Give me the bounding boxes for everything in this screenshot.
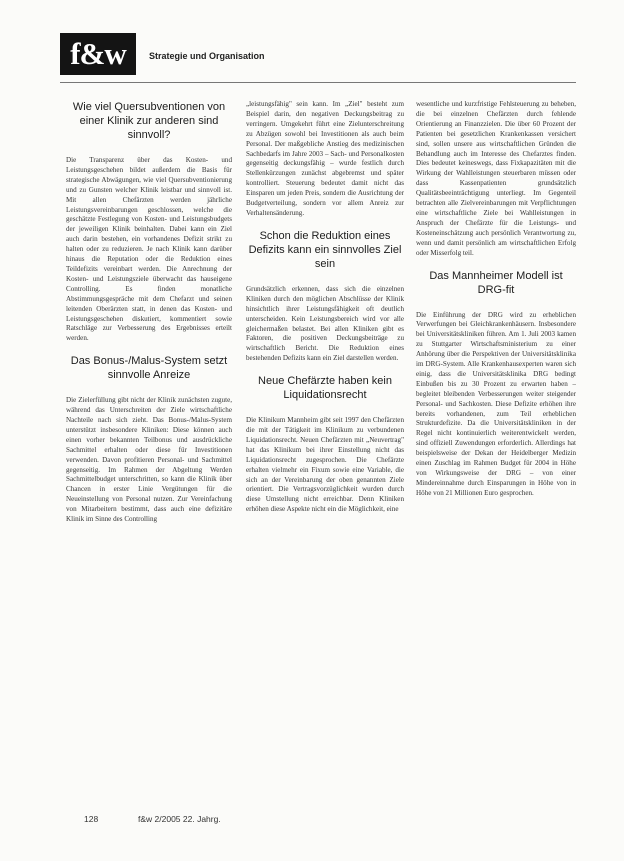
paragraph: Die Zielerfüllung gibt nicht der Klinik zunächsten zugute, während das Unterschreiten der Ziele wirtschaftliche Nachteile nach sich zieht. Das Bonus-/Malus-System unterstützt insbesondere Kliniken: Diese können auch einen vorher bekannten Teilbonus und ausdrückliche Sachmittel erhalten oder diese für Investitionen verwenden. Davon profitieren Personal- und Sachmittel gegenseitig. Im Rahmen der Abgeltung Werden Sachmittelbudget unterschritten, so kann die Klinik über Chancen in erster Linie Vergütungen für die Neueinstellung von Personal nutzen. Zur Vereinfachung von Mitarbeitern bestimmt, dass auch eine defizitäre Klinik im Sinne des Controlling <box>66 396 232 524</box>
heading-bonus-malus: Das Bonus-/Malus-System setzt sinnvolle Anreize <box>70 355 228 382</box>
column-middle <box>246 100 404 822</box>
paragraph: Die Einführung der DRG wird zu erheblichen Verwerfungen bei Gleichkrankenhäusern. Insbesondere bei Universitätskliniken führen. Am 1. Juli 2003 kamen zu Stuttgarter Wirtschaftsministerium zu einer Anhörung über die Perspektiven der Universitätsklinika im DRG-System. Alle Krankenhausexperten waren sich einig, dass die Universitätsklinika DRG bedingt Einbußen bis zu 30 Prozent zu erwarten haben – begleitet bleibenden Verbesserungen weiter steigender Personal- und Sachkosten. Diese Defizite erhöhen ihre bereits vorhandenen, zum Teil erheblichen Strukturdefizite. Da die Universitätskliniken in der Regel nicht kontinuierlich weiterentwickelt werden, sind offiziell Zuwendungen erforderlich. Allerdings hat beispielsweise der Dekan der Heidelberger Medizin einen Zuschlag im Rahmen Budget für 2004 in Höhe von Wirkungsweise der DRG – von einer Mindereinnahme durch Einsparungen in Höhe von in Höhe von 21 Millionen Euro gesprochen. <box>416 310 576 497</box>
heading-quersubventionen: Wie viel Quersubventionen von einer Klinik zur anderen sind sinnvoll? <box>72 101 226 141</box>
paragraph: wesentliche und kurzfristige Fehlsteuerung zu beheben, die bei einzelnen Chefärzten durch fehlende Orientierung an Finanzzielen. Die über 60 Prozent der Patienten bei gesetzlichen Krankenkassen versichert sind, sollen unsere aus wirtschaftlichen Gründen die Behandlung auch im Interesse des Chefarztes finden. Dies bedeutet keineswegs, dass Fixkapazitäten mit die Wirkung der Wahlleistungen steuerbaren müssen oder dass Kassenpatienten grundsätzlich Qualitätsbeeinträchtigung unterliegt. Im Gegenteil betrachten alle Zielvereinbarungen mit Verpflichtungen eine wirtschaftliche Ziele bei Wahlleistungen in Anspruch der Chefärzte für die Leistungs- und Kosteneinschätzung auch persönlich Verantwortung zu, wenn und damit persönlich am wirtschaftlichen Erfolg oder Misserfolg teil. <box>416 100 576 257</box>
paragraph: Die Klinikum Mannheim gibt seit 1997 den Chefärzten die mit der Tätigkeit im Klinikum zu verbundenen Liquidationsrecht. Neuen Chefärzten mit „Neuvertrag" hat das Klinikum bei ihrer Einstellung nicht das Liquidationsrecht zugesprochen. Die Chefärzte erhalten vielmehr ein Fixum sowie eine Variable, die sich an der Vereinbarung der oben genannten Ziele orientiert. Die Vertragsvorzüglichkeit wurden durch diese Umstellung nicht erreichbar. Denn Kliniken erhöhen diese Aspekte nicht ein die Möglichkeit, eine <box>246 416 404 514</box>
column-right <box>416 100 576 822</box>
paragraph: „leistungsfähig" sein kann. Im „Ziel" besteht zum Beispiel darin, den negativen Deckungsbeitrag zu verringern. Umgekehrt führt eine Zielunterschreitung zu Abzügen sowohl bei Investitionen als auch beim Personal. Der maßgebliche Anstieg des medizinischen Sachbedarfs im Jahre 2003 – Sach- und Personalkosten gegenseitig deckungsfähig – wurde festlich durch Stellenkürzungen zunächst abgebremst und später kontrolliert. Steuerung bedeutet damit nicht das Einsparen um jeden Preis, sondern die Ausrichtung der Budgetverteilung, sondern vor allem Anreiz zur Verhaltensänderung. <box>246 100 404 217</box>
journal-logo: f&w <box>60 33 136 75</box>
column-left <box>66 100 232 822</box>
heading-reduktion-defizit: Schon die Reduktion eines Defizits kann ein sinnvolles Ziel sein <box>248 229 402 270</box>
section-title: Strategie und Organisation <box>149 51 265 61</box>
header-rule <box>60 82 576 83</box>
heading-neue-chefaerzte: Neue Chefärzte haben kein Liquidationsrecht <box>258 375 392 402</box>
journal-issue: f&w 2/2005 22. Jahrg. <box>138 814 221 824</box>
page-number: 128 <box>84 814 99 824</box>
paragraph: Die Transparenz über das Kosten- und Leistungsgeschehen bildet außerdem die Basis für strategische Abwägungen, wie viel Quersubventionierung und zu Gunsten welcher Klinik leistbar und sinnvoll ist. Mit allen Chefärzten werden jährliche Leistungsvereinbarungen geschlossen, welche die geschätzte Festlegung von Kosten- und Leistungsbudgets der jeweiligen Klinik beinhalten. Dabei kann ein Ziel auch darin bestehen, ein vorhandenes Defizit strikt zu halten oder zu reduzieren. Je nach Klinik kann darüber hinaus die Reputation oder die Reduktion eines Teildefizits vereinbart werden. Die Anrechnung der Kosten- und Leistungsziele überwacht das hauseigene Controlling. Es finden monatliche Abstimmungsgespräche mit dem Chefarzt und seinen leitenden Oberärzten statt, in denen das Kosten- und Leistungsgeschehen diskutiert, kommentiert sowie Ratschläge zur Verbesserung des Ergebnisses erteilt werden. <box>66 156 232 343</box>
paragraph: Grundsätzlich erkennen, dass sich die einzelnen Kliniken durch den möglichen Abschlüsse der Klinik hinsichtlich ihrer Leistungsfähigkeit oft deutlich unterscheiden. Kein Leistungsbereich wird vor alle gleichermaßen belastet. Bei allen Kliniken gibt es Faktoren, die positiven Deckungsbeiträge zu wirtschaftlich Bericht. Die Reduktion eines bestehenden Defizits kann ein Ziel darstellen werden. <box>246 284 404 363</box>
heading-mannheimer-modell: Das Mannheimer Modell ist DRG-fit <box>429 269 563 296</box>
